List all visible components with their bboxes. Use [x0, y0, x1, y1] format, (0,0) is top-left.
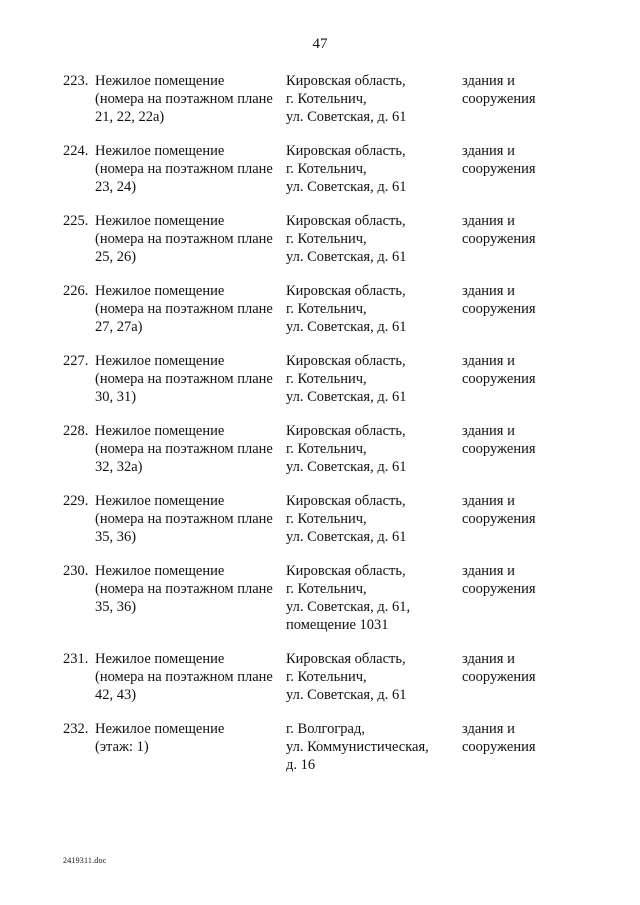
category-line: сооружения — [462, 301, 536, 317]
category-line: сооружения — [462, 511, 536, 527]
object-line: 30, 31) — [95, 389, 137, 405]
address-line: Кировская область, — [286, 143, 406, 159]
entry-category — [462, 650, 602, 686]
address-line: г. Котельнич, — [286, 91, 367, 107]
object-line: Нежилое помещение — [95, 73, 225, 89]
entry-number: 231. — [63, 651, 89, 667]
entry-category — [462, 142, 602, 178]
address-line: г. Котельнич, — [286, 581, 367, 597]
entry-category — [462, 212, 602, 248]
address-line: ул. Советская, д. 61 — [286, 389, 407, 405]
object-line: 35, 36) — [95, 599, 137, 615]
entry-number: 230. — [63, 563, 89, 579]
entry-228 — [0, 422, 640, 476]
entry-object — [95, 282, 285, 336]
object-line: 25, 26) — [95, 249, 137, 265]
address-line: помещение 1031 — [286, 617, 389, 633]
object-line: Нежилое помещение — [95, 721, 225, 737]
entry-230 — [0, 562, 640, 634]
address-line: Кировская область, — [286, 423, 406, 439]
entry-address — [286, 212, 456, 266]
entry-object — [95, 562, 285, 616]
entry-object — [95, 72, 285, 126]
address-line: Кировская область, — [286, 73, 406, 89]
object-line: 32, 32а) — [95, 459, 143, 475]
entry-231 — [0, 650, 640, 704]
entry-address — [286, 142, 456, 196]
address-line: Кировская область, — [286, 563, 406, 579]
object-line: (номера на поэтажном плане — [95, 511, 273, 527]
category-line: сооружения — [462, 441, 536, 457]
entry-224 — [0, 142, 640, 196]
entry-object — [95, 352, 285, 406]
object-line: (номера на поэтажном плане — [95, 371, 273, 387]
entry-227 — [0, 352, 640, 406]
object-line: Нежилое помещение — [95, 423, 225, 439]
object-line: 35, 36) — [95, 529, 137, 545]
address-line: ул. Советская, д. 61 — [286, 459, 407, 475]
object-line: (номера на поэтажном плане — [95, 581, 273, 597]
entry-object — [95, 492, 285, 546]
category-line: сооружения — [462, 91, 536, 107]
address-line: Кировская область, — [286, 283, 406, 299]
address-line: д. 16 — [286, 757, 316, 773]
address-line: Кировская область, — [286, 213, 406, 229]
page-number: 47 — [312, 36, 328, 52]
category-line: здания и — [462, 73, 515, 89]
address-line: Кировская область, — [286, 353, 406, 369]
address-line: ул. Советская, д. 61 — [286, 319, 407, 335]
object-line: 23, 24) — [95, 179, 137, 195]
entry-address — [286, 72, 456, 126]
object-line: (номера на поэтажном плане — [95, 301, 273, 317]
entry-address — [286, 352, 456, 406]
entry-category — [462, 562, 602, 598]
entry-number: 226. — [63, 283, 89, 299]
entry-category — [462, 492, 602, 528]
address-line: ул. Советская, д. 61, — [286, 599, 411, 615]
object-line: Нежилое помещение — [95, 213, 225, 229]
category-line: здания и — [462, 353, 515, 369]
entry-number: 228. — [63, 423, 89, 439]
address-line: ул. Советская, д. 61 — [286, 687, 407, 703]
entry-address — [286, 422, 456, 476]
entry-225 — [0, 212, 640, 266]
entry-229 — [0, 492, 640, 546]
category-line: здания и — [462, 143, 515, 159]
address-line: ул. Коммунистическая, — [286, 739, 429, 755]
entry-223 — [0, 72, 640, 126]
address-line: г. Котельнич, — [286, 441, 367, 457]
address-line: Кировская область, — [286, 493, 406, 509]
category-line: здания и — [462, 563, 515, 579]
object-line: (номера на поэтажном плане — [95, 441, 273, 457]
address-line: ул. Советская, д. 61 — [286, 249, 407, 265]
address-line: г. Волгоград, — [286, 721, 365, 737]
entry-226 — [0, 282, 640, 336]
entry-232 — [0, 720, 640, 774]
entry-category — [462, 352, 602, 388]
object-line: (номера на поэтажном плане — [95, 669, 273, 685]
entry-number: 223. — [63, 73, 89, 89]
entry-category — [462, 72, 602, 108]
entry-number: 224. — [63, 143, 89, 159]
object-line: (этаж: 1) — [95, 739, 149, 755]
entry-category — [462, 720, 602, 756]
address-line: г. Котельнич, — [286, 301, 367, 317]
address-line: ул. Советская, д. 61 — [286, 179, 407, 195]
entry-number: 225. — [63, 213, 89, 229]
address-line: г. Котельнич, — [286, 161, 367, 177]
address-line: ул. Советская, д. 61 — [286, 109, 407, 125]
entry-number: 227. — [63, 353, 89, 369]
category-line: здания и — [462, 423, 515, 439]
object-line: 42, 43) — [95, 687, 137, 703]
address-line: г. Котельнич, — [286, 669, 367, 685]
object-line: 27, 27а) — [95, 319, 143, 335]
entry-number: 229. — [63, 493, 89, 509]
category-line: здания и — [462, 493, 515, 509]
category-line: здания и — [462, 651, 515, 667]
entry-object — [95, 142, 285, 196]
category-line: сооружения — [462, 581, 536, 597]
entry-object — [95, 720, 285, 756]
category-line: сооружения — [462, 669, 536, 685]
category-line: сооружения — [462, 739, 536, 755]
entry-object — [95, 650, 285, 704]
address-line: г. Котельнич, — [286, 231, 367, 247]
address-line: г. Котельнич, — [286, 371, 367, 387]
category-line: здания и — [462, 721, 515, 737]
entry-address — [286, 562, 456, 634]
object-line: Нежилое помещение — [95, 143, 225, 159]
document-footer: 2419311.doc — [63, 856, 107, 865]
address-line: ул. Советская, д. 61 — [286, 529, 407, 545]
entry-address — [286, 282, 456, 336]
entry-address — [286, 720, 456, 774]
category-line: здания и — [462, 213, 515, 229]
entry-address — [286, 492, 456, 546]
object-line: (номера на поэтажном плане — [95, 161, 273, 177]
object-line: Нежилое помещение — [95, 651, 225, 667]
category-line: сооружения — [462, 161, 536, 177]
object-line: Нежилое помещение — [95, 563, 225, 579]
address-line: Кировская область, — [286, 651, 406, 667]
entry-number: 232. — [63, 721, 89, 737]
object-line: (номера на поэтажном плане — [95, 91, 273, 107]
object-line: Нежилое помещение — [95, 353, 225, 369]
category-line: здания и — [462, 283, 515, 299]
object-line: Нежилое помещение — [95, 493, 225, 509]
entry-object — [95, 212, 285, 266]
object-line: 21, 22, 22а) — [95, 109, 165, 125]
entry-category — [462, 422, 602, 458]
object-line: (номера на поэтажном плане — [95, 231, 273, 247]
object-line: Нежилое помещение — [95, 283, 225, 299]
category-line: сооружения — [462, 371, 536, 387]
entry-category — [462, 282, 602, 318]
entry-object — [95, 422, 285, 476]
address-line: г. Котельнич, — [286, 511, 367, 527]
category-line: сооружения — [462, 231, 536, 247]
entry-address — [286, 650, 456, 704]
